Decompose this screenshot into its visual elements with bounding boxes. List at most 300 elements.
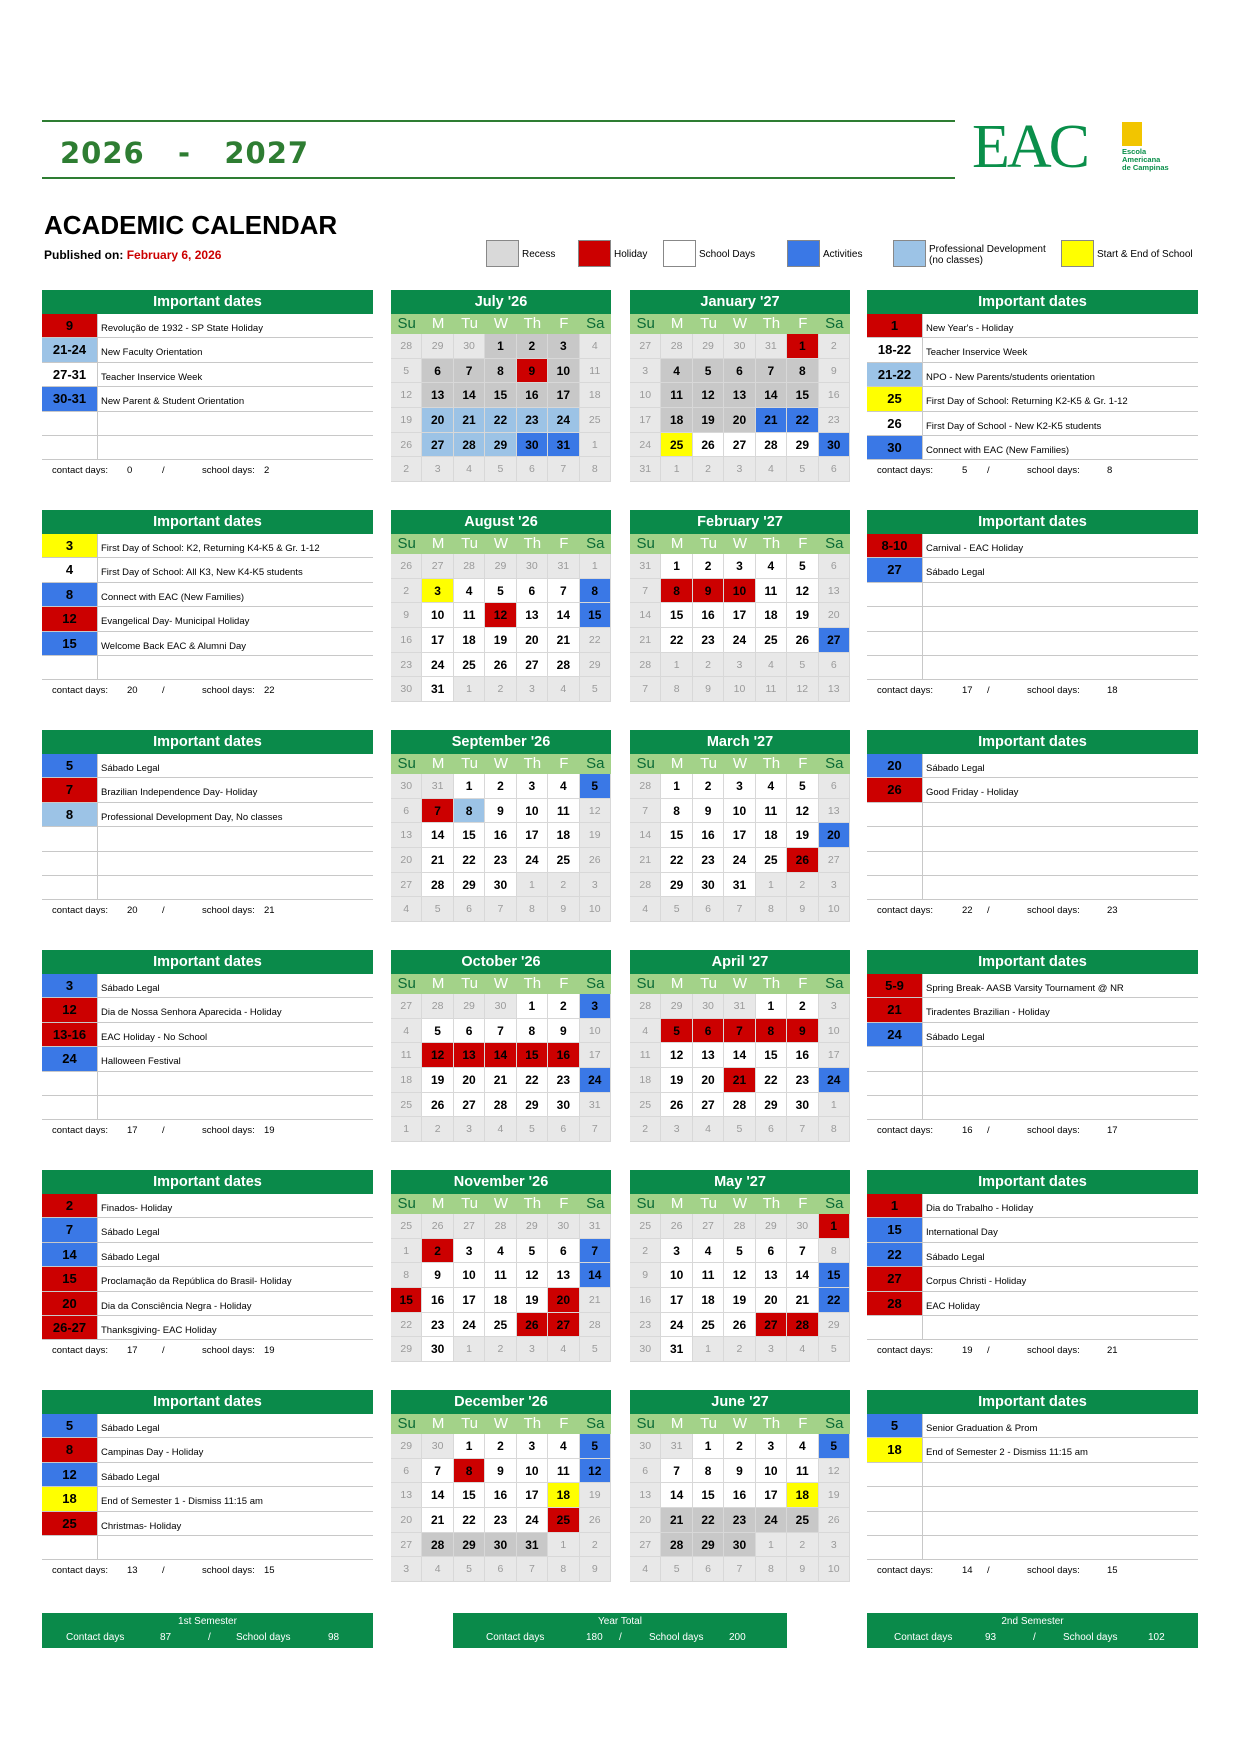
legend-label-activities: Activities xyxy=(823,249,863,260)
day-cell: 5 xyxy=(391,359,422,384)
day-cell: 28 xyxy=(630,774,661,799)
important-dates-right xyxy=(867,950,1198,1142)
week-row xyxy=(630,1068,850,1093)
day-cell: 23 xyxy=(548,1068,579,1093)
weekday-label: M xyxy=(670,1415,684,1432)
important-date-row xyxy=(42,1194,373,1218)
day-cell: 18 xyxy=(693,1288,724,1313)
important-date-row xyxy=(867,1292,1198,1316)
week-row xyxy=(391,1483,611,1508)
week-row xyxy=(391,1557,611,1582)
day-cell: 1 xyxy=(580,433,611,458)
date-cell: 1 xyxy=(867,1194,923,1217)
day-cell: 14 xyxy=(630,823,661,848)
day-cell: 4 xyxy=(391,1019,422,1044)
day-cell: 10 xyxy=(819,1557,850,1582)
day-cell: 22 xyxy=(787,408,818,433)
day-cell: 1 xyxy=(693,1434,724,1459)
day-cell: 21 xyxy=(422,1508,453,1533)
summary-year-total: Year Total Contact days 180 / School days 200 xyxy=(453,1613,787,1648)
weekday-header xyxy=(391,1414,611,1434)
day-cell: 7 xyxy=(724,897,755,922)
day-cell: 1 xyxy=(787,334,818,359)
day-cell: 3 xyxy=(454,1239,485,1264)
day-cell: 14 xyxy=(454,383,485,408)
event-text xyxy=(923,656,1198,679)
day-cell: 2 xyxy=(391,457,422,482)
weekday-label: M xyxy=(431,755,445,772)
day-cell: 7 xyxy=(517,1557,548,1582)
day-cell: 29 xyxy=(454,873,485,898)
month-calendar-june-27 xyxy=(630,1390,850,1582)
weekday-header xyxy=(391,1194,611,1214)
day-cell: 1 xyxy=(661,774,692,799)
event-text xyxy=(923,1047,1198,1070)
legend-swatch-recess xyxy=(486,240,519,267)
week-row xyxy=(630,774,850,799)
day-cell: 5 xyxy=(517,1239,548,1264)
day-cell: 20 xyxy=(756,1288,787,1313)
day-cell: 9 xyxy=(819,359,850,384)
day-cell: 15 xyxy=(787,383,818,408)
day-cell: 20 xyxy=(422,408,453,433)
day-cell: 29 xyxy=(819,1313,850,1338)
event-text: Brazilian Independence Day- Holiday xyxy=(101,787,258,799)
month-title: February '27 xyxy=(630,510,850,534)
weekday-label: Su xyxy=(636,1415,655,1432)
day-cell: 13 xyxy=(819,799,850,824)
week-row xyxy=(391,554,611,579)
week-row xyxy=(630,799,850,824)
weekday-label: Tu xyxy=(700,1415,718,1432)
day-cell: 11 xyxy=(630,1043,661,1068)
important-date-row xyxy=(42,412,373,436)
date-cell: 5 xyxy=(42,1414,98,1437)
day-cell: 19 xyxy=(422,1068,453,1093)
month-calendar-january-27 xyxy=(630,290,850,482)
important-date-row xyxy=(867,632,1198,656)
week-row xyxy=(630,457,850,482)
legend-swatch-prof-dev xyxy=(893,240,926,267)
day-cell: 6 xyxy=(756,1239,787,1264)
panel-header: Important dates xyxy=(42,730,373,754)
day-cell: 21 xyxy=(724,1068,755,1093)
weekday-label: F xyxy=(559,535,569,552)
day-cell: 21 xyxy=(485,1068,516,1093)
weekday-label: Su xyxy=(397,1195,416,1212)
day-cell: 22 xyxy=(391,1313,422,1338)
weekday-label: Sa xyxy=(825,535,844,552)
day-cell: 30 xyxy=(787,1214,818,1239)
day-cell: 16 xyxy=(391,628,422,653)
day-cell: 17 xyxy=(517,1483,548,1508)
weekday-label: Th xyxy=(762,975,781,992)
day-cell: 31 xyxy=(630,457,661,482)
day-cell: 2 xyxy=(787,873,818,898)
day-cell: 12 xyxy=(580,1459,611,1484)
week-row xyxy=(630,1214,850,1239)
weekday-label: M xyxy=(431,1195,445,1212)
weekday-label: F xyxy=(798,755,808,772)
week-row xyxy=(630,1459,850,1484)
day-cell: 4 xyxy=(485,1239,516,1264)
event-text: Sábado Legal xyxy=(926,567,985,579)
weekday-label: Th xyxy=(523,755,542,772)
important-date-row xyxy=(42,436,373,460)
important-date-row xyxy=(42,803,373,827)
day-cell: 28 xyxy=(391,334,422,359)
weekday-label: F xyxy=(798,975,808,992)
day-cell: 27 xyxy=(819,628,850,653)
day-cell: 26 xyxy=(422,1214,453,1239)
date-cell: 24 xyxy=(42,1047,98,1070)
event-text: Tiradentes Brazilian - Holiday xyxy=(926,1007,1050,1019)
day-cell: 2 xyxy=(693,774,724,799)
day-cell: 27 xyxy=(454,1214,485,1239)
month-calendar-august-26 xyxy=(391,510,611,702)
day-cell: 14 xyxy=(724,1043,755,1068)
day-cell: 5 xyxy=(580,774,611,799)
day-cell: 13 xyxy=(391,823,422,848)
date-cell xyxy=(867,583,923,606)
important-date-row xyxy=(42,314,373,338)
day-cell: 13 xyxy=(693,1043,724,1068)
date-cell: 30 xyxy=(867,436,923,459)
day-cell: 25 xyxy=(391,1214,422,1239)
event-text xyxy=(923,1072,1198,1095)
day-cell: 3 xyxy=(661,1239,692,1264)
date-cell: 25 xyxy=(42,1512,98,1535)
day-cell: 17 xyxy=(422,628,453,653)
weekday-label: M xyxy=(431,535,445,552)
month-title: May '27 xyxy=(630,1170,850,1194)
day-cell: 4 xyxy=(630,897,661,922)
week-row xyxy=(630,994,850,1019)
summary-title: Year Total xyxy=(598,1616,642,1627)
event-text: Sábado Legal xyxy=(101,763,160,774)
date-cell: 4 xyxy=(42,558,98,581)
day-cell: 9 xyxy=(391,603,422,628)
day-cell: 1 xyxy=(548,1533,579,1558)
weekday-label: Su xyxy=(636,755,655,772)
day-cell: 9 xyxy=(693,579,724,604)
event-text xyxy=(98,1096,373,1119)
date-cell: 3 xyxy=(42,534,98,557)
important-date-row xyxy=(867,974,1198,998)
weekday-label: Tu xyxy=(700,1195,718,1212)
day-cell: 27 xyxy=(391,873,422,898)
event-text: Sábado Legal xyxy=(101,1251,160,1263)
day-cell: 30 xyxy=(517,433,548,458)
day-cell: 14 xyxy=(580,1263,611,1288)
important-date-row xyxy=(867,1072,1198,1096)
day-cell: 21 xyxy=(580,1288,611,1313)
day-cell: 4 xyxy=(454,579,485,604)
month-title: December '26 xyxy=(391,1390,611,1414)
important-date-row xyxy=(42,827,373,851)
day-cell: 17 xyxy=(548,383,579,408)
important-date-row xyxy=(867,534,1198,558)
day-cell: 30 xyxy=(787,1093,818,1118)
date-cell xyxy=(42,827,98,850)
day-cell: 10 xyxy=(724,579,755,604)
day-cell: 1 xyxy=(756,1533,787,1558)
day-cell: 28 xyxy=(422,1533,453,1558)
day-cell: 6 xyxy=(485,1557,516,1582)
day-cell: 8 xyxy=(517,1019,548,1044)
day-cell: 9 xyxy=(693,799,724,824)
weekday-label: W xyxy=(493,755,509,772)
panel-header: Important dates xyxy=(867,1170,1198,1194)
day-cell: 28 xyxy=(787,1313,818,1338)
date-cell xyxy=(867,876,923,899)
panel-header: Important dates xyxy=(867,1390,1198,1414)
day-cell: 10 xyxy=(580,897,611,922)
day-cell: 28 xyxy=(630,653,661,678)
day-cell: 6 xyxy=(693,897,724,922)
weekday-header xyxy=(630,974,850,994)
day-cell: 16 xyxy=(693,603,724,628)
day-cell: 15 xyxy=(517,1043,548,1068)
day-cell: 1 xyxy=(819,1093,850,1118)
day-cell: 31 xyxy=(724,994,755,1019)
date-cell xyxy=(867,1096,923,1119)
day-cell: 14 xyxy=(661,1483,692,1508)
weekday-label: W xyxy=(493,1415,509,1432)
day-cell: 22 xyxy=(517,1068,548,1093)
important-date-row xyxy=(867,338,1198,362)
day-cell: 6 xyxy=(548,1117,579,1142)
day-cell: 5 xyxy=(422,1019,453,1044)
important-date-row xyxy=(42,1292,373,1316)
day-cell: 16 xyxy=(819,383,850,408)
day-cell: 5 xyxy=(724,1117,755,1142)
week-row xyxy=(391,1459,611,1484)
day-cell: 25 xyxy=(756,848,787,873)
event-text: Dia da Consciência Negra - Holiday xyxy=(101,1300,252,1312)
event-text: Dia de Nossa Senhora Aparecida - Holiday xyxy=(101,1007,282,1019)
day-cell: 13 xyxy=(454,1043,485,1068)
date-cell xyxy=(42,1536,98,1559)
weekday-label: Sa xyxy=(825,315,844,332)
day-cell: 20 xyxy=(454,1068,485,1093)
day-cell: 30 xyxy=(485,1533,516,1558)
important-date-row xyxy=(867,1218,1198,1242)
day-cell: 2 xyxy=(693,653,724,678)
day-cell: 12 xyxy=(787,799,818,824)
day-cell: 4 xyxy=(485,1117,516,1142)
weekday-label: Th xyxy=(762,755,781,772)
important-date-row xyxy=(42,1218,373,1242)
day-cell: 9 xyxy=(422,1263,453,1288)
event-text: Sábado Legal xyxy=(101,1423,160,1434)
day-cell: 7 xyxy=(661,1459,692,1484)
event-text: Teacher Inservice Week xyxy=(101,371,203,383)
important-date-row xyxy=(42,338,373,362)
day-cell: 12 xyxy=(422,1043,453,1068)
day-cell: 14 xyxy=(548,603,579,628)
day-cell: 7 xyxy=(454,359,485,384)
day-cell: 16 xyxy=(693,823,724,848)
weekday-label: Sa xyxy=(825,975,844,992)
important-dates-left xyxy=(42,1390,373,1582)
day-cell: 23 xyxy=(485,848,516,873)
weekday-label: M xyxy=(670,1195,684,1212)
day-cell: 8 xyxy=(548,1557,579,1582)
day-cell: 30 xyxy=(819,433,850,458)
weekday-label: F xyxy=(559,1195,569,1212)
date-cell xyxy=(867,827,923,850)
day-cell: 24 xyxy=(819,1068,850,1093)
event-text xyxy=(98,1536,373,1559)
date-cell xyxy=(867,1072,923,1095)
day-cell: 9 xyxy=(693,677,724,702)
day-cell: 29 xyxy=(693,1533,724,1558)
event-text xyxy=(923,1536,1198,1559)
day-cell: 21 xyxy=(661,1508,692,1533)
date-cell: 21-22 xyxy=(867,363,923,386)
day-cell: 8 xyxy=(661,677,692,702)
date-cell xyxy=(867,1047,923,1070)
day-cell: 3 xyxy=(517,1337,548,1362)
day-cell: 25 xyxy=(756,628,787,653)
day-cell: 19 xyxy=(485,628,516,653)
day-counts: contact days: 17 / school days: 19 xyxy=(52,1125,275,1137)
day-cell: 4 xyxy=(548,1337,579,1362)
day-cell: 4 xyxy=(454,457,485,482)
day-cell: 30 xyxy=(517,554,548,579)
event-text: Sábado Legal xyxy=(101,983,160,994)
panel-header: Important dates xyxy=(867,290,1198,314)
important-date-row xyxy=(867,558,1198,582)
day-cell: 30 xyxy=(422,1434,453,1459)
weekday-label: Th xyxy=(523,975,542,992)
weekday-header xyxy=(391,314,611,334)
week-row xyxy=(391,334,611,359)
day-cell: 28 xyxy=(661,1533,692,1558)
day-cell: 31 xyxy=(422,774,453,799)
day-cell: 27 xyxy=(517,653,548,678)
day-cell: 7 xyxy=(787,1117,818,1142)
important-date-row xyxy=(867,1438,1198,1462)
day-cell: 21 xyxy=(630,848,661,873)
legend-swatch-school-days xyxy=(663,240,696,267)
important-date-row xyxy=(42,1243,373,1267)
day-cell: 25 xyxy=(548,848,579,873)
week-row xyxy=(391,1263,611,1288)
day-cell: 25 xyxy=(661,433,692,458)
event-text: Spring Break- AASB Varsity Tournament @ NR xyxy=(926,983,1124,994)
day-cell: 2 xyxy=(630,1239,661,1264)
date-cell: 27-31 xyxy=(42,363,98,386)
date-cell: 9 xyxy=(42,314,98,337)
weekday-label: Sa xyxy=(586,535,605,552)
date-cell: 22 xyxy=(867,1243,923,1266)
day-cell: 31 xyxy=(580,1093,611,1118)
date-cell xyxy=(42,656,98,679)
school-year: 2026 - 2027 xyxy=(60,136,310,170)
date-cell: 26-27 xyxy=(42,1316,98,1339)
day-counts: contact days: 20 / school days: 22 xyxy=(52,685,275,697)
day-cell: 23 xyxy=(630,1313,661,1338)
week-row xyxy=(391,579,611,604)
week-row xyxy=(391,433,611,458)
day-cell: 30 xyxy=(454,334,485,359)
week-row xyxy=(391,1019,611,1044)
day-cell: 2 xyxy=(485,1337,516,1362)
panel-header: Important dates xyxy=(42,510,373,534)
weekday-label: F xyxy=(798,315,808,332)
week-row xyxy=(391,897,611,922)
weekday-label: Tu xyxy=(700,315,718,332)
day-cell: 20 xyxy=(724,408,755,433)
day-cell: 28 xyxy=(724,1214,755,1239)
day-cell: 24 xyxy=(580,1068,611,1093)
event-text: New Parent & Student Orientation xyxy=(101,396,245,408)
day-cell: 2 xyxy=(630,1117,661,1142)
weekday-label: Sa xyxy=(586,755,605,772)
day-cell: 28 xyxy=(422,994,453,1019)
date-cell xyxy=(867,1512,923,1535)
day-cell: 8 xyxy=(517,897,548,922)
day-cell: 7 xyxy=(485,1019,516,1044)
day-cell: 17 xyxy=(454,1288,485,1313)
week-row xyxy=(391,628,611,653)
event-text: Professional Development Day, No classes xyxy=(101,811,283,823)
day-cell: 21 xyxy=(630,628,661,653)
event-text xyxy=(98,1072,373,1095)
day-cell: 22 xyxy=(454,848,485,873)
important-dates-right xyxy=(867,1390,1198,1582)
day-cell: 6 xyxy=(422,359,453,384)
weekday-label: Th xyxy=(762,1415,781,1432)
important-date-row xyxy=(867,852,1198,876)
day-cell: 10 xyxy=(454,1263,485,1288)
date-cell: 15 xyxy=(42,632,98,655)
important-date-row xyxy=(867,1096,1198,1120)
day-cell: 6 xyxy=(630,1459,661,1484)
date-cell: 14 xyxy=(42,1243,98,1266)
weekday-label: Sa xyxy=(825,755,844,772)
event-text xyxy=(923,632,1198,655)
day-cell: 7 xyxy=(724,1019,755,1044)
day-cell: 27 xyxy=(454,1093,485,1118)
important-dates-left xyxy=(42,290,373,482)
day-cell: 30 xyxy=(391,774,422,799)
day-cell: 30 xyxy=(724,1533,755,1558)
day-cell: 5 xyxy=(454,1557,485,1582)
day-cell: 7 xyxy=(787,1239,818,1264)
day-cell: 14 xyxy=(787,1263,818,1288)
day-cell: 26 xyxy=(661,1093,692,1118)
day-cell: 20 xyxy=(693,1068,724,1093)
legend-label-prof-dev: Professional Development (no classes) xyxy=(929,244,1046,266)
day-counts: contact days: 0 / school days: 2 xyxy=(52,465,270,477)
day-counts: contact days: 19 / school days: 21 xyxy=(877,1345,1118,1357)
day-cell: 26 xyxy=(485,653,516,678)
day-cell: 8 xyxy=(756,1019,787,1044)
important-date-row xyxy=(867,387,1198,411)
legend-swatch-start-end xyxy=(1061,240,1094,267)
weekday-label: Th xyxy=(523,1415,542,1432)
day-cell: 29 xyxy=(454,994,485,1019)
day-cell: 12 xyxy=(391,383,422,408)
date-cell: 28 xyxy=(867,1292,923,1315)
day-cell: 20 xyxy=(630,1508,661,1533)
day-cell: 6 xyxy=(517,579,548,604)
date-cell xyxy=(42,412,98,435)
important-date-row xyxy=(867,1536,1198,1560)
